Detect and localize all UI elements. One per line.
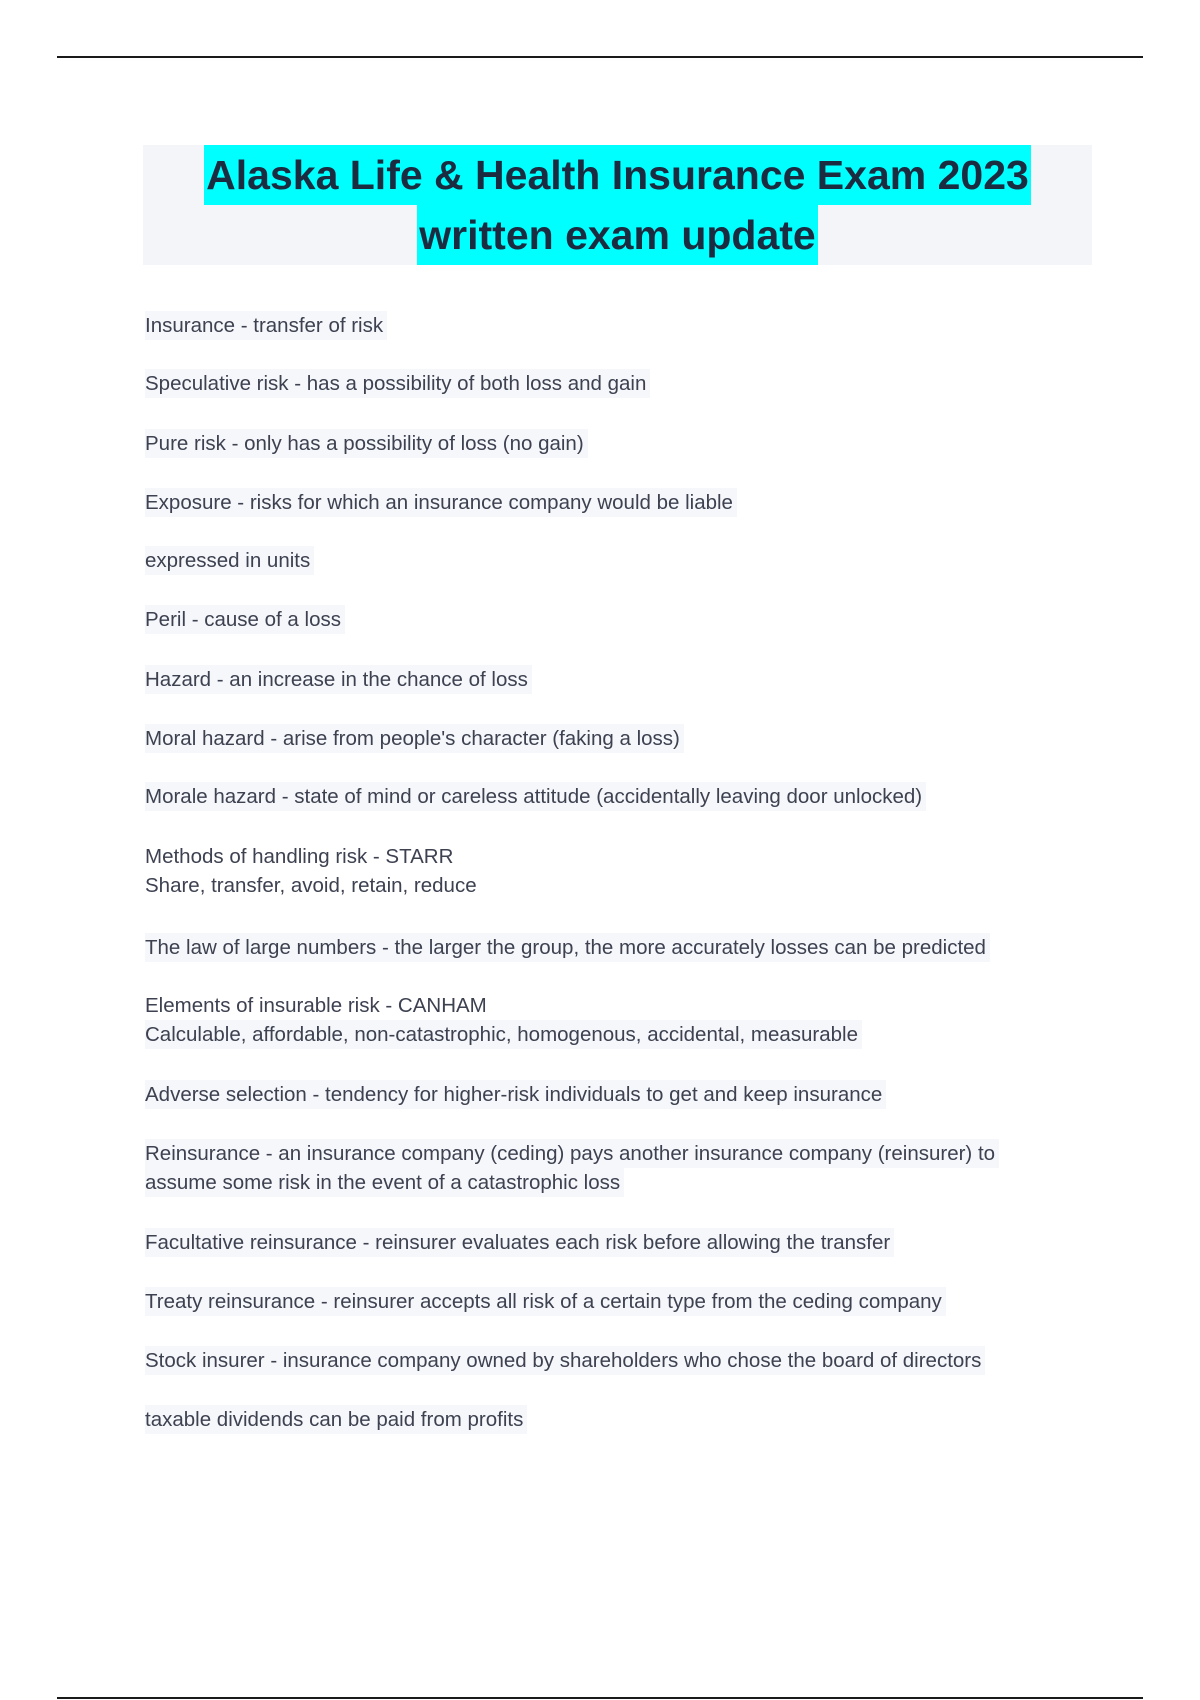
entry-line: The law of large numbers - the larger the group, the more accurately losses can be predicted [145,933,990,962]
entry-moral-hazard [145,724,684,753]
entry-line: taxable dividends can be paid from profits [145,1405,527,1434]
entry-taxable-dividends [145,1405,527,1434]
entry-line: Adverse selection - tendency for higher-risk individuals to get and keep insurance [145,1080,886,1109]
entry-speculative-risk [145,369,650,398]
entry-adverse-selection [145,1080,886,1109]
top-rule [57,56,1143,58]
entry-line: Elements of insurable risk - CANHAM [145,994,487,1017]
entry-line: Morale hazard - state of mind or careless attitude (accidentally leaving door unlocked) [145,782,926,811]
document-title-line-1: Alaska Life & Health Insurance Exam 2023 [204,145,1031,205]
entry-line: Pure risk - only has a possibility of loss (no gain) [145,429,588,458]
entry-exposure [145,488,737,517]
entry-hazard [145,665,532,694]
bottom-rule [57,1697,1143,1699]
title-band [143,145,1092,265]
entry-law-of-large-numbers [145,933,990,962]
entry-methods-of-handling-risk [145,842,477,900]
entry-line: Calculable, affordable, non-catastrophic, homogenous, accidental, measurable [145,1020,862,1049]
entry-line: Hazard - an increase in the chance of loss [145,665,532,694]
entry-line: assume some risk in the event of a catastrophic loss [145,1168,624,1197]
entry-line: Facultative reinsurance - reinsurer evaluates each risk before allowing the transfer [145,1228,894,1257]
entry-facultative-reinsurance [145,1228,894,1257]
entry-line: Moral hazard - arise from people's character (faking a loss) [145,724,684,753]
entry-line: Methods of handling risk - STARR [145,845,454,868]
entry-morale-hazard [145,782,926,811]
entry-insurance [145,311,387,340]
entry-line: Stock insurer - insurance company owned by shareholders who chose the board of directors [145,1346,985,1375]
entry-peril [145,605,345,634]
entry-line: Speculative risk - has a possibility of both loss and gain [145,369,650,398]
entry-line: Treaty reinsurance - reinsurer accepts all risk of a certain type from the ceding company [145,1287,946,1316]
entry-line: Reinsurance - an insurance company (ceding) pays another insurance company (reinsurer) to [145,1139,999,1168]
entry-line: Share, transfer, avoid, retain, reduce [145,874,477,897]
entry-line: Exposure - risks for which an insurance company would be liable [145,488,737,517]
entry-line: Peril - cause of a loss [145,605,345,634]
entry-expressed-in-units [145,546,314,575]
entry-stock-insurer [145,1346,985,1375]
entry-line: expressed in units [145,546,314,575]
entry-reinsurance [145,1139,999,1197]
entry-elements-of-insurable-risk [145,991,862,1049]
document-title-line-2: written exam update [417,205,817,265]
entry-treaty-reinsurance [145,1287,946,1316]
entry-line: Insurance - transfer of risk [145,311,387,340]
entry-pure-risk [145,429,588,458]
